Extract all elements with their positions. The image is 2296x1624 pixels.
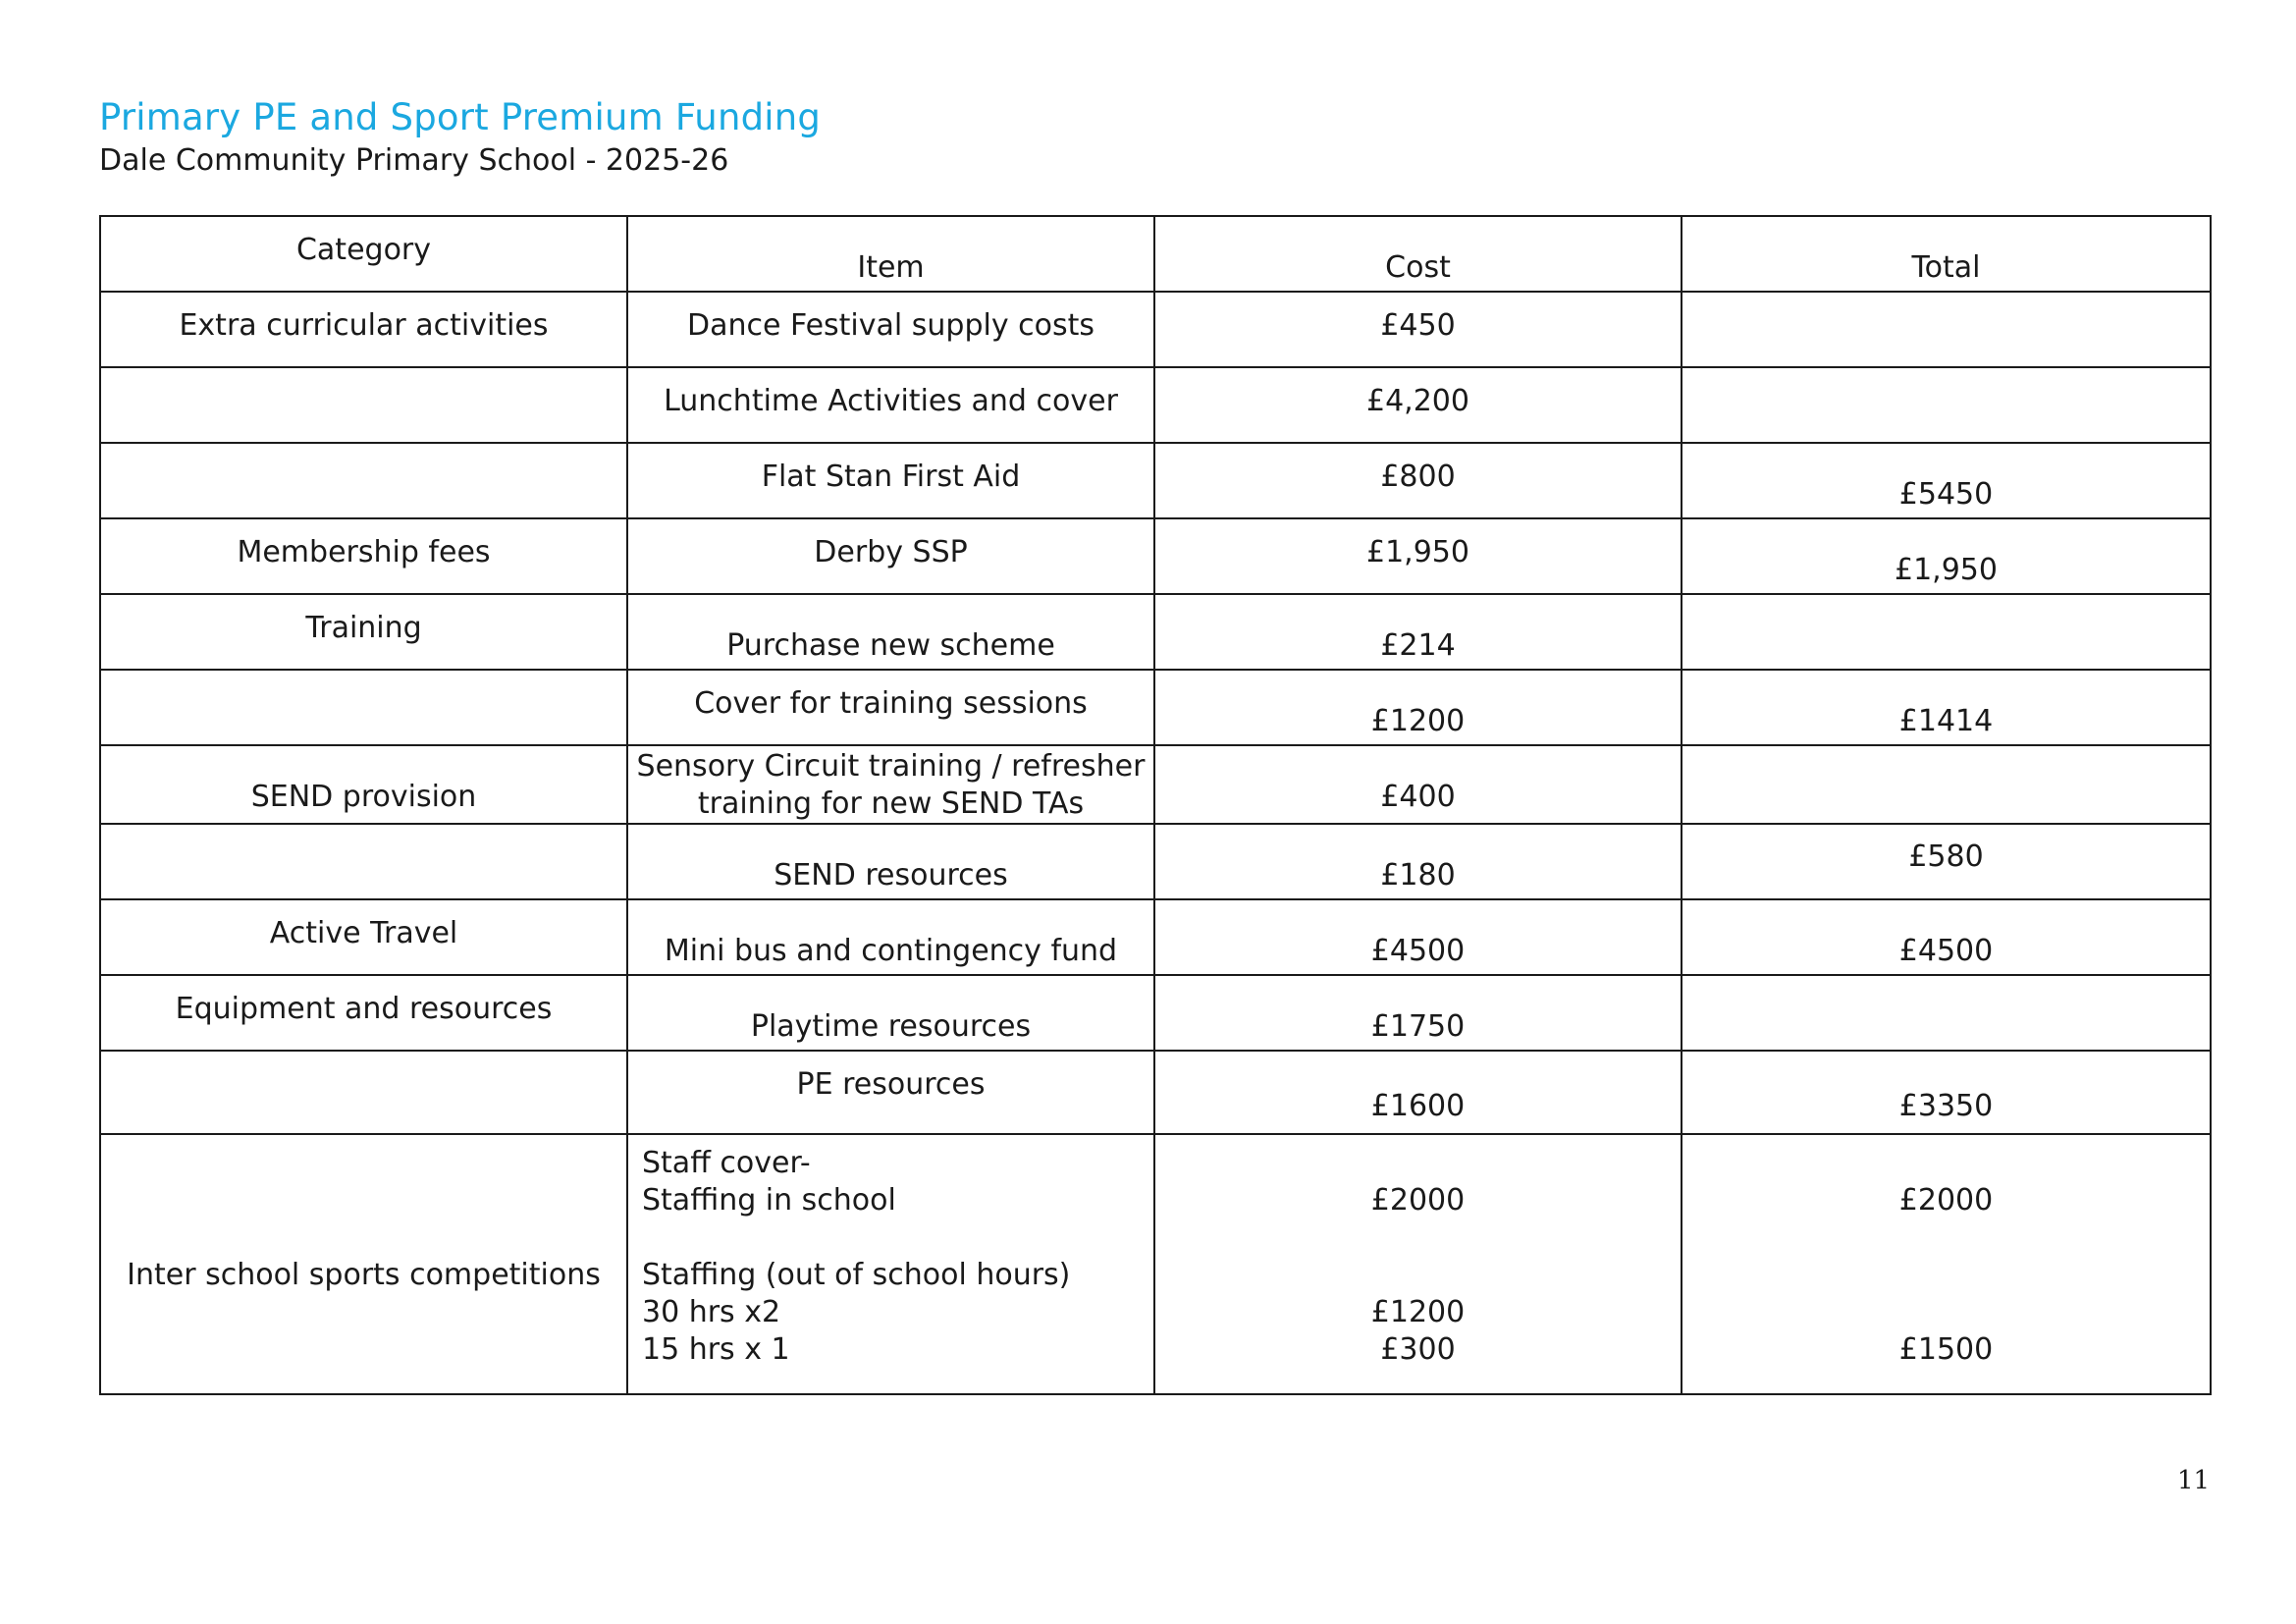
table-row bbox=[100, 594, 2211, 670]
page-title: Primary PE and Sport Premium Funding bbox=[99, 96, 822, 138]
column-header-total: Total bbox=[1682, 216, 2211, 292]
cost-cell: £1750 bbox=[1154, 975, 1682, 1051]
item-cell: SEND resources bbox=[627, 824, 1154, 899]
cost-cell: £400 bbox=[1154, 745, 1682, 824]
total-line bbox=[1682, 1257, 2210, 1294]
total-cell: £580 bbox=[1682, 824, 2211, 899]
total-cell: £1,950 bbox=[1682, 518, 2211, 594]
table-row bbox=[100, 824, 2211, 899]
total-cell bbox=[1682, 975, 2211, 1051]
cost-cell: £180 bbox=[1154, 824, 1682, 899]
cost-cell: £1600 bbox=[1154, 1051, 1682, 1134]
table-row bbox=[100, 1051, 2211, 1134]
cost-line: £1200 bbox=[1370, 1295, 1466, 1329]
item-line: 30 hrs x2 bbox=[642, 1295, 781, 1329]
item-line: Staffing (out of school hours) bbox=[642, 1258, 1071, 1292]
item-line bbox=[642, 1219, 1153, 1257]
cost-line bbox=[1155, 1219, 1681, 1257]
total-cell: £5450 bbox=[1682, 443, 2211, 518]
cost-line: £2000 bbox=[1370, 1183, 1466, 1218]
page-number: 11 bbox=[2177, 1466, 2211, 1495]
category-cell: SEND provision bbox=[100, 745, 627, 824]
category-cell: Membership fees bbox=[100, 518, 627, 594]
column-header-item: Item bbox=[627, 216, 1154, 292]
table-row bbox=[100, 443, 2211, 518]
category-cell bbox=[100, 443, 627, 518]
page-subtitle: Dale Community Primary School - 2025-26 bbox=[99, 143, 729, 178]
column-header-cost: Cost bbox=[1154, 216, 1682, 292]
category-cell bbox=[100, 670, 627, 745]
category-cell: Inter school sports competitions bbox=[100, 1134, 627, 1394]
total-line: £1500 bbox=[1898, 1332, 1994, 1367]
table-row bbox=[100, 975, 2211, 1051]
item-cell: Lunchtime Activities and cover bbox=[627, 367, 1154, 443]
category-cell: Active Travel bbox=[100, 899, 627, 975]
total-line bbox=[1682, 1145, 2210, 1182]
table-header-row bbox=[100, 216, 2211, 292]
total-cell bbox=[1682, 745, 2211, 824]
total-cell bbox=[1682, 594, 2211, 670]
total-line bbox=[1682, 1219, 2210, 1257]
category-cell: Training bbox=[100, 594, 627, 670]
cost-cell: £1200 bbox=[1154, 670, 1682, 745]
total-cell bbox=[1682, 1134, 2211, 1394]
item-line: Staffing in school bbox=[642, 1183, 896, 1218]
table-row bbox=[100, 745, 2211, 824]
item-cell bbox=[627, 745, 1154, 824]
item-line: Staff cover- bbox=[642, 1146, 811, 1180]
cost-line: £300 bbox=[1380, 1332, 1456, 1367]
cost-cell: £450 bbox=[1154, 292, 1682, 367]
cost-cell: £214 bbox=[1154, 594, 1682, 670]
table-row bbox=[100, 1134, 2211, 1394]
total-line: £2000 bbox=[1898, 1183, 1994, 1218]
item-cell: Derby SSP bbox=[627, 518, 1154, 594]
item-cell: Purchase new scheme bbox=[627, 594, 1154, 670]
item-line: 15 hrs x 1 bbox=[642, 1332, 790, 1367]
table-row bbox=[100, 292, 2211, 367]
total-cell bbox=[1682, 292, 2211, 367]
cost-cell: £1,950 bbox=[1154, 518, 1682, 594]
item-cell: Dance Festival supply costs bbox=[627, 292, 1154, 367]
total-cell: £3350 bbox=[1682, 1051, 2211, 1134]
table-row bbox=[100, 518, 2211, 594]
item-cell: Playtime resources bbox=[627, 975, 1154, 1051]
item-cell: PE resources bbox=[627, 1051, 1154, 1134]
cost-cell: £4,200 bbox=[1154, 367, 1682, 443]
cost-line bbox=[1155, 1145, 1681, 1182]
cost-line bbox=[1155, 1257, 1681, 1294]
item-cell: Flat Stan First Aid bbox=[627, 443, 1154, 518]
table-row bbox=[100, 670, 2211, 745]
table-row bbox=[100, 899, 2211, 975]
funding-table bbox=[99, 215, 2212, 1395]
category-cell bbox=[100, 824, 627, 899]
total-cell: £4500 bbox=[1682, 899, 2211, 975]
category-cell bbox=[100, 1051, 627, 1134]
cost-cell bbox=[1154, 1134, 1682, 1394]
table-row bbox=[100, 367, 2211, 443]
total-cell: £1414 bbox=[1682, 670, 2211, 745]
category-cell bbox=[100, 367, 627, 443]
item-line: Sensory Circuit training / refresher bbox=[636, 749, 1146, 784]
category-cell: Extra curricular activities bbox=[100, 292, 627, 367]
total-line bbox=[1682, 1294, 2210, 1331]
item-cell: Mini bus and contingency fund bbox=[627, 899, 1154, 975]
item-cell: Cover for training sessions bbox=[627, 670, 1154, 745]
column-header-category: Category bbox=[100, 216, 627, 292]
item-cell bbox=[627, 1134, 1154, 1394]
total-cell bbox=[1682, 367, 2211, 443]
category-cell: Equipment and resources bbox=[100, 975, 627, 1051]
item-line: training for new SEND TAs bbox=[697, 786, 1085, 821]
cost-cell: £800 bbox=[1154, 443, 1682, 518]
cost-cell: £4500 bbox=[1154, 899, 1682, 975]
